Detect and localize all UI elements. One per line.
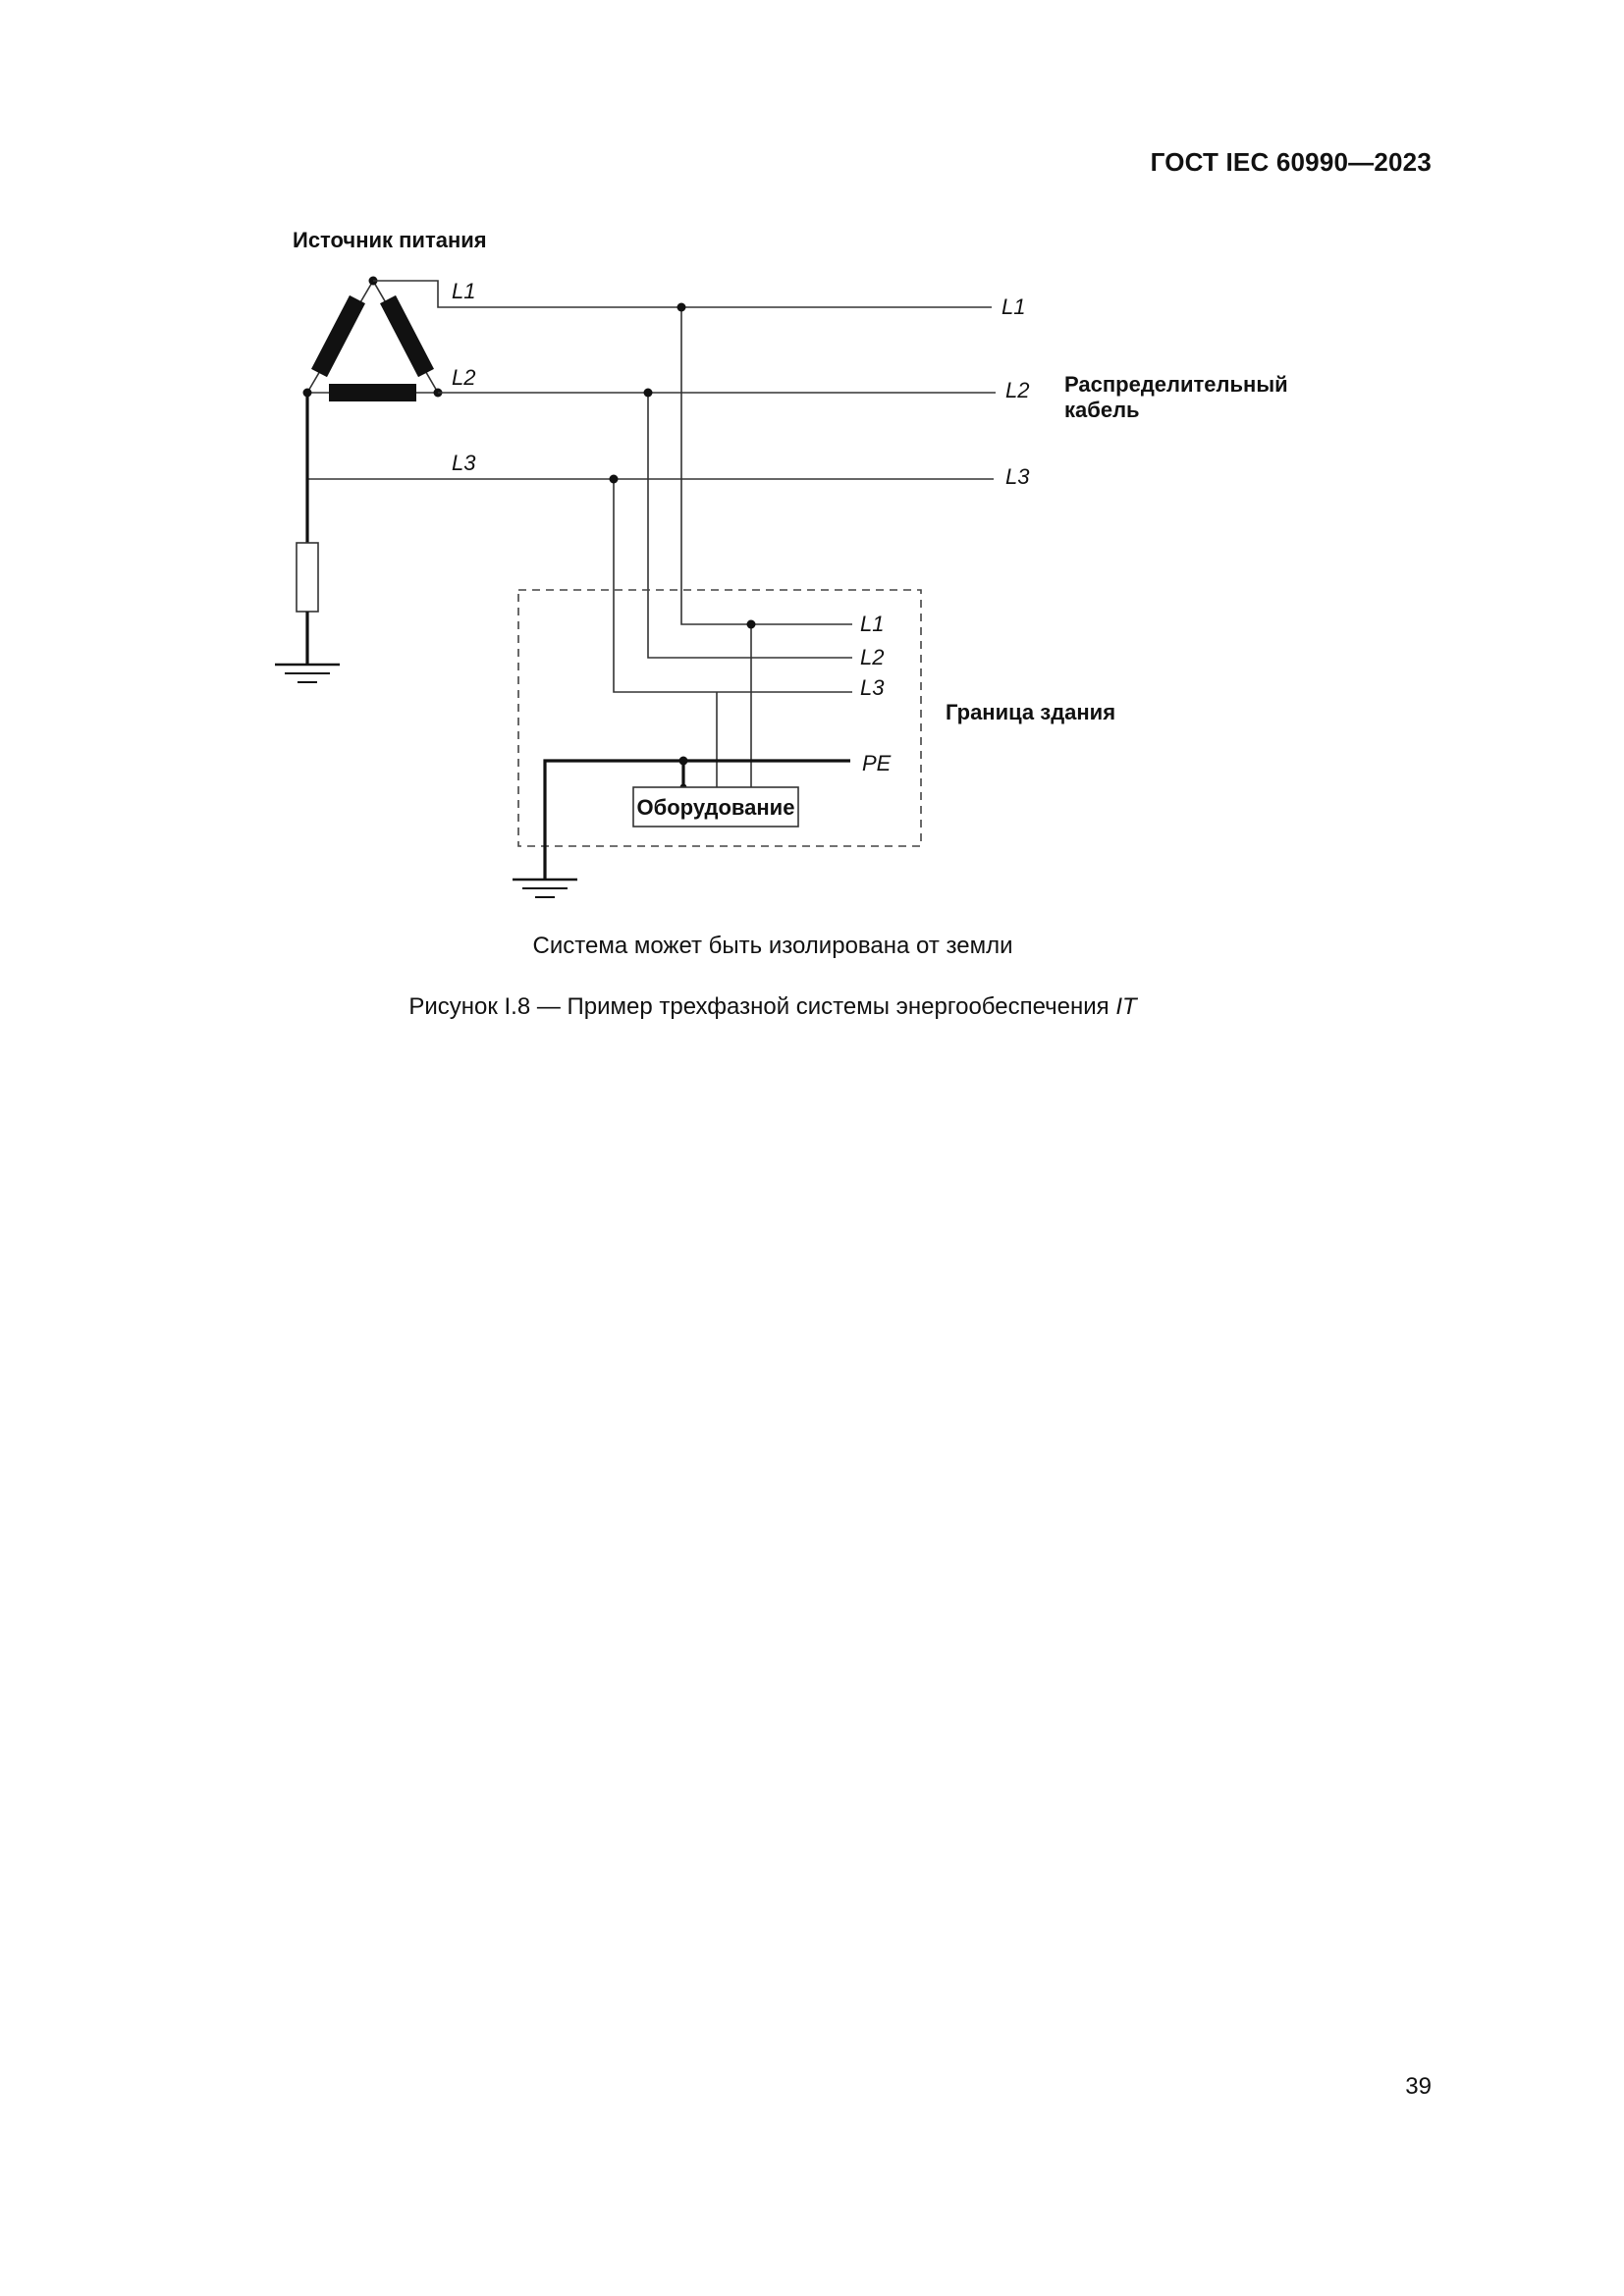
winding-left — [319, 299, 357, 373]
figure-caption — [0, 993, 1545, 1021]
source-terminal-l3: L3 — [452, 451, 476, 475]
page-number: 39 — [1405, 2073, 1432, 2100]
caption-italic: IT — [1115, 993, 1137, 1020]
ground-symbol-building — [513, 880, 577, 897]
building-terminal-l3: L3 — [860, 675, 885, 700]
drop-l2 — [648, 393, 852, 658]
cable-terminal-l2: L2 — [1005, 378, 1030, 402]
cable-terminal-l1: L1 — [1001, 294, 1026, 319]
drop-l1 — [681, 307, 852, 624]
equipment-label: Оборудование — [636, 795, 795, 820]
document-header: ГОСТ IEC 60990—2023 — [1150, 147, 1432, 177]
building-terminal-l1: L1 — [860, 612, 885, 636]
cable-label-line2: кабель — [1064, 398, 1140, 422]
cable-label-line1: Распределительный — [1064, 372, 1288, 397]
caption-text: Рисунок I.8 — Пример трехфазной системы энергообеспечения — [408, 993, 1116, 1020]
it-system-diagram — [0, 0, 1624, 923]
source-terminal-l2: L2 — [452, 365, 476, 390]
source-terminal-l1: L1 — [452, 279, 476, 303]
drop-l3 — [614, 479, 852, 692]
source-label: Источник питания — [293, 228, 487, 252]
pe-label: PE — [862, 751, 892, 775]
building-label: Граница здания — [946, 700, 1116, 724]
delta-transformer — [303, 277, 443, 398]
figure-note: Система может быть изолирована от земли — [532, 933, 1013, 959]
winding-right — [388, 299, 426, 373]
building-terminal-l2: L2 — [860, 645, 885, 669]
ground-symbol-source — [275, 665, 340, 682]
cable-terminal-l3: L3 — [1005, 464, 1030, 489]
grounding-impedance — [297, 543, 318, 612]
